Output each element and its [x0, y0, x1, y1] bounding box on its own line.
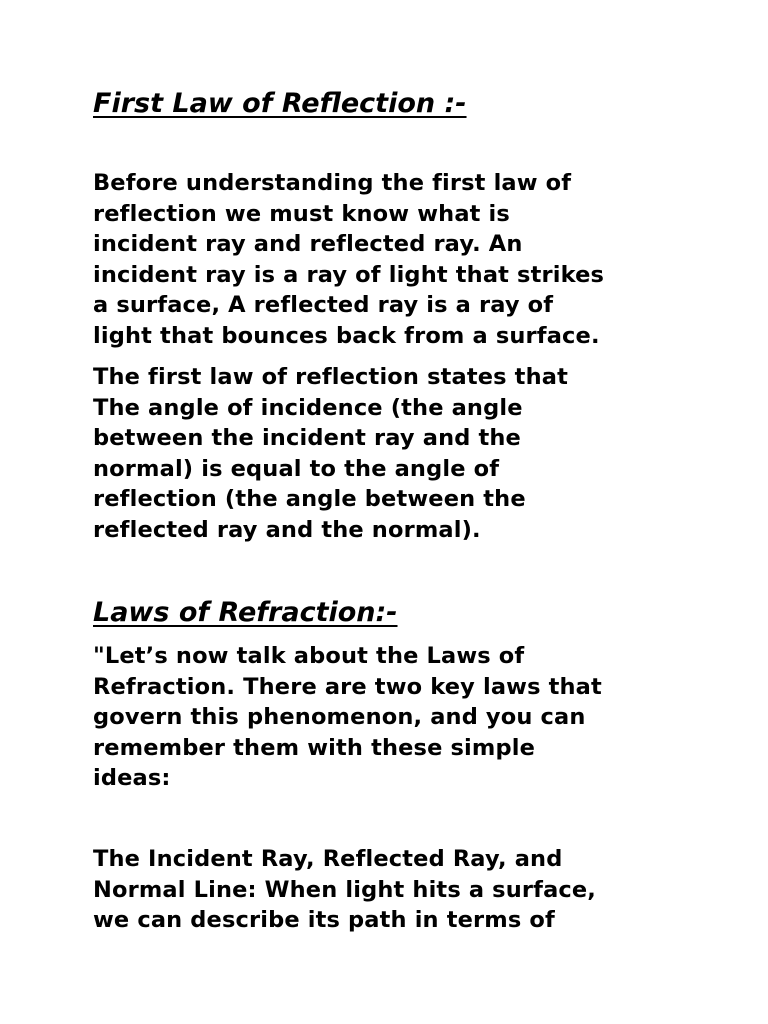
heading-laws-of-refraction: Laws of Refraction:-	[93, 597, 398, 628]
text-line: a surface, A reflected ray is a ray of	[93, 292, 554, 319]
text-line: Before understanding the first law of	[93, 170, 572, 196]
text-line: incident ray and reflected ray. An	[93, 231, 523, 258]
text-line: The Incident Ray, Reflected Ray, and	[93, 846, 563, 872]
text-line: we can describe its path in terms of	[93, 907, 555, 934]
paragraph-refraction-intro	[93, 641, 602, 794]
text-line: remember them with these simple	[93, 734, 536, 761]
text-line: between the incident ray and the	[93, 425, 521, 452]
text-line: normal) is equal to the angle of	[93, 455, 500, 482]
text-line: Refraction. There are two key laws that	[93, 673, 602, 700]
text-line: reflection we must know what is	[93, 200, 510, 227]
text-line: The angle of incidence (the angle	[93, 394, 523, 421]
text-line: Normal Line: When light hits a surface,	[93, 876, 597, 903]
text-line: ideas:	[93, 765, 171, 792]
text-line: incident ray is a ray of light that strikes	[93, 261, 605, 288]
text-line: govern this phenomenon, and you can	[93, 704, 586, 731]
text-line: The first law of reflection states that	[93, 364, 568, 390]
text-line: reflected ray and the normal).	[93, 516, 481, 543]
paragraph-incident-reflected-ray	[93, 168, 604, 352]
text-line: light that bounces back from a surface.	[93, 322, 600, 349]
heading-first-law-of-reflection: First Law of Reflection :-	[93, 88, 467, 119]
paragraph-incident-reflected-normal	[93, 844, 596, 936]
paragraph-first-law-statement	[93, 362, 568, 546]
text-line: "Let’s now talk about the Laws of	[93, 643, 525, 669]
text-line: reflection (the angle between the	[93, 486, 526, 513]
